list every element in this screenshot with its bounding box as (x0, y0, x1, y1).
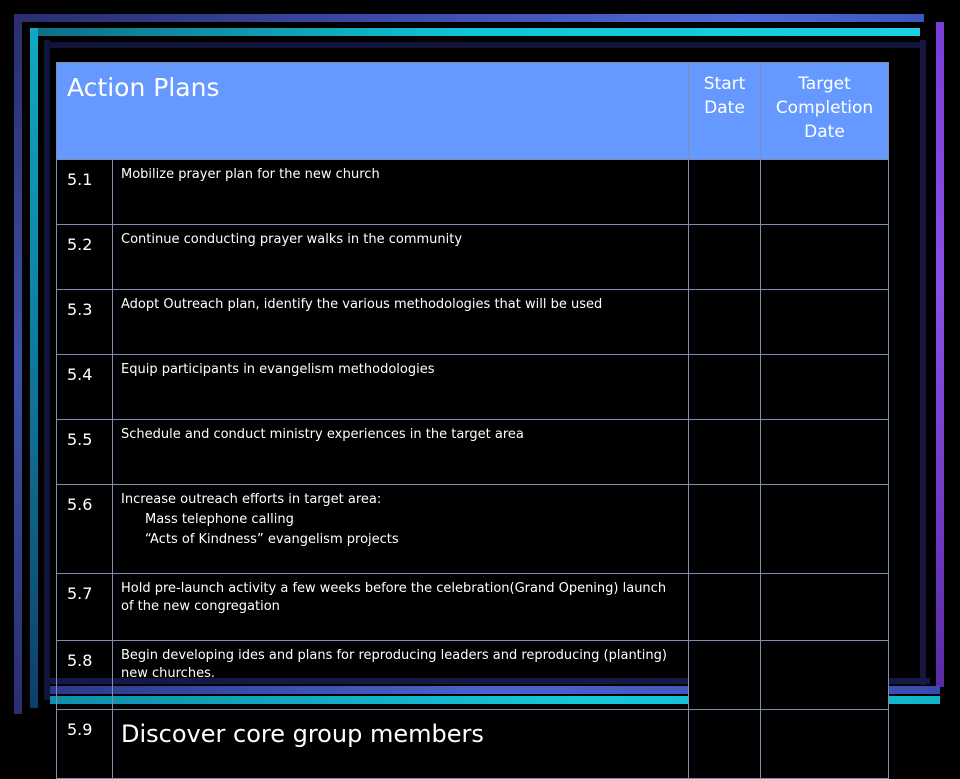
header-action-plans: Action Plans (57, 63, 689, 160)
start-date-cell[interactable] (689, 290, 761, 355)
decorative-bar-right-dark (920, 40, 926, 685)
start-date-cell[interactable] (689, 355, 761, 420)
decorative-bar-top-blue (14, 14, 924, 22)
target-date-cell[interactable] (761, 485, 889, 574)
row-number: 5.3 (57, 290, 113, 355)
target-date-cell[interactable] (761, 574, 889, 641)
decorative-bar-left-dark (44, 40, 50, 700)
row-number: 5.9 (57, 710, 113, 779)
target-date-cell[interactable] (761, 355, 889, 420)
decorative-bar-left-cyan (30, 28, 38, 708)
decorative-bar-right-purple (936, 22, 944, 687)
table-row (57, 420, 889, 485)
table-row (57, 160, 889, 225)
table-row (57, 290, 889, 355)
table-row (57, 355, 889, 420)
decorative-bar-top-dark (50, 42, 920, 48)
decorative-bar-left-blue (14, 14, 22, 714)
row-description: Hold pre-launch activity a few weeks before the celebration(Grand Opening) launch of the new congregation (113, 574, 689, 641)
start-date-cell[interactable] (689, 225, 761, 290)
table-row (57, 574, 889, 641)
row-description: Begin developing ides and plans for reproducing leaders and reproducing (planting) new churches. (113, 641, 689, 710)
row-number: 5.5 (57, 420, 113, 485)
table-row (57, 225, 889, 290)
row-number: 5.8 (57, 641, 113, 710)
table-row (57, 485, 889, 574)
row-description: Increase outreach efforts in target area: (121, 492, 382, 507)
row-description: Adopt Outreach plan, identify the various methodologies that will be used (113, 290, 689, 355)
row-description: Continue conducting prayer walks in the community (113, 225, 689, 290)
row-number: 5.6 (57, 485, 113, 574)
row-description: Equip participants in evangelism methodologies (113, 355, 689, 420)
decorative-bar-top-cyan (30, 28, 920, 36)
row-number: 5.1 (57, 160, 113, 225)
start-date-cell[interactable] (689, 641, 761, 710)
row-number: 5.7 (57, 574, 113, 641)
start-date-cell[interactable] (689, 574, 761, 641)
row-description: Mobilize prayer plan for the new church (113, 160, 689, 225)
target-date-cell[interactable] (761, 160, 889, 225)
row-description: Schedule and conduct ministry experiences in the target area (113, 420, 689, 485)
row-number: 5.2 (57, 225, 113, 290)
start-date-cell[interactable] (689, 420, 761, 485)
target-date-cell[interactable] (761, 290, 889, 355)
sub-item: “Acts of Kindness” evangelism projects (145, 532, 399, 547)
target-date-cell[interactable] (761, 641, 889, 710)
header-start-date: Start Date (689, 63, 761, 160)
target-date-cell[interactable] (761, 420, 889, 485)
row-description-with-sub-items (113, 485, 689, 574)
table-row (57, 641, 889, 710)
action-plans-table (56, 62, 889, 779)
header-target-completion-date: Target Completion Date (761, 63, 889, 160)
table-header-row (57, 63, 889, 160)
start-date-cell[interactable] (689, 485, 761, 574)
row-description: Discover core group members (113, 710, 689, 779)
start-date-cell[interactable] (689, 160, 761, 225)
row-number: 5.4 (57, 355, 113, 420)
sub-item: Mass telephone calling (145, 512, 294, 527)
target-date-cell[interactable] (761, 225, 889, 290)
